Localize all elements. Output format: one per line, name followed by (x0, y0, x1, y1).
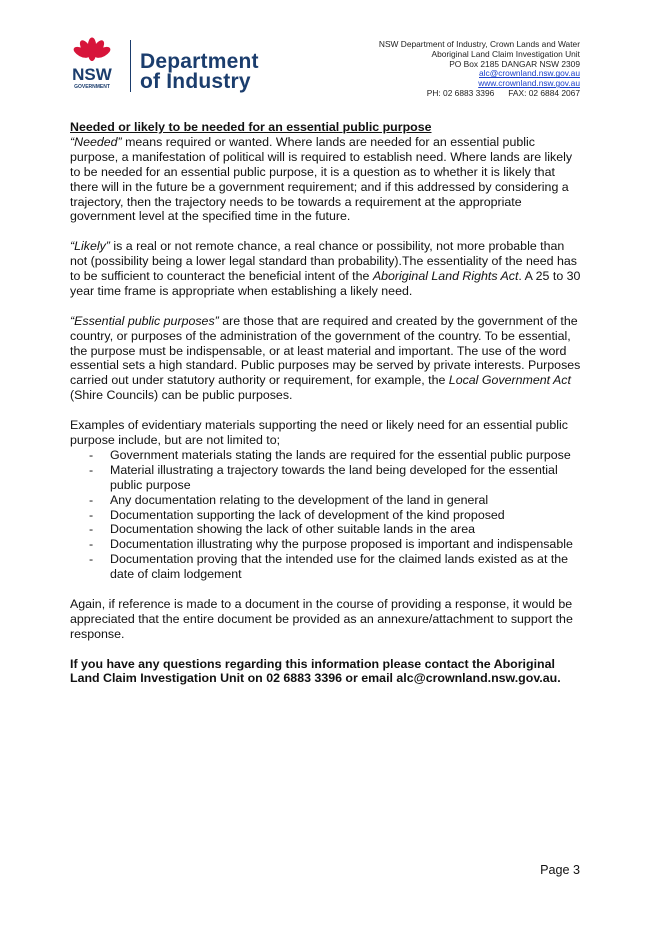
paragraph-essential-public-purposes (70, 314, 582, 403)
section-heading: Needed or likely to be needed for an essential public purpose (70, 120, 432, 134)
contact-unit: Aboriginal Land Claim Investigation Unit (431, 48, 580, 59)
paragraph-likely-text: is a real or not remote chance, a real chance or possibility, not more probable than not (possibility being a lower legal standard than probability).The essentiality of the need has to be sufficient to counteract the beneficial intent of the (70, 239, 577, 284)
term-needed: “Needed” (70, 134, 122, 149)
term-essential-public-purposes: “Essential public purposes” (70, 313, 219, 328)
term-likely: “Likely” (70, 239, 110, 254)
department-name-line2: of Industry (140, 70, 251, 93)
list-item: - Any documentation relating to the development of the land in general (70, 493, 582, 508)
act-name-aboriginal-land-rights: Aboriginal Land Rights Act (372, 269, 519, 284)
list-item: - Documentation illustrating why the purpose proposed is important and indispensable (70, 537, 582, 552)
paragraph-contact-info: If you have any questions regarding this information please contact the Aboriginal Land Claim Investigation Unit on 02 6883 3396 or email alc@crownland.nsw.gov.au. (70, 656, 561, 686)
paragraph-annexure: Again, if reference is made to a document in the course of providing a response, it would be appreciated that the entire document be provided as an annexure/attachment to support the response. (70, 596, 573, 641)
list-item: - Material illustrating a trajectory towards the land being developed for the essential public purpose (70, 463, 582, 493)
list-item: - Documentation supporting the lack of development of the kind proposed (70, 508, 582, 523)
nsw-department-of-industry-logo (62, 36, 262, 96)
paragraph-essential-end: (Shire Councils) can be public purposes. (70, 388, 293, 403)
list-item: - Government materials stating the lands are required for the essential public purpose (70, 448, 582, 463)
paragraph-needed-text: means required or wanted. Where lands are needed for an essential public purpose, a manifestation of political will is required to establish need. Where lands are likely to be needed for an essential public purpose, it is a question as to whether it is likely that there will in the future be a government requirement; and if this addressed by considering a trajectory, then the trajectory needs to be towards a requirement at the appropriate government level at the specified time in the future. (70, 134, 573, 224)
paragraph-essential-text: are those that are required and created by the government of the country, or purposes of the administration of the government of the country. To be essential, the purpose must be indispensable, or at least material and important. The use of the word essential sets a high standard. Public purposes may be served by private interests. Purposes carried out under statutory authority or requirement, for example, the (70, 313, 581, 388)
waratah-logo-icon (62, 36, 122, 96)
contact-address: PO Box 2185 DANGAR NSW 2309 (449, 58, 580, 69)
document-body (70, 120, 582, 701)
contact-website-link[interactable]: www.crownland.nsw.gov.au (478, 78, 580, 89)
contact-block (379, 40, 580, 99)
contact-phone: PH: 02 6883 3396 (426, 87, 495, 98)
department-name (140, 52, 259, 92)
contact-department: NSW Department of Industry, Crown Lands and Water (378, 39, 580, 49)
page-number: Page 3 (540, 863, 580, 877)
paragraph-needed (70, 135, 582, 224)
paragraph-likely (70, 239, 582, 299)
act-name-local-government: Local Government Act (448, 373, 571, 388)
government-wordmark: GOVERNMENT (74, 84, 110, 90)
contact-phone-fax (379, 89, 580, 99)
logo-divider (128, 40, 134, 92)
list-item: - Documentation proving that the intended use for the claimed lands existed as at the date of claim lodgement (70, 552, 582, 582)
nsw-wordmark: NSW (72, 65, 112, 84)
department-name-line1: Department (140, 50, 259, 73)
evidentiary-materials-list (70, 448, 582, 582)
paragraph-examples-intro: Examples of evidentiary materials supporting the need or likely need for an essential public purpose include, but are not limited to; (70, 418, 568, 447)
list-item: - Documentation showing the lack of other suitable lands in the area (70, 522, 582, 537)
paragraph-likely-end: . A 25 to 30 year time frame is appropriate when establishing a likely need. (70, 269, 581, 298)
contact-email-link[interactable]: alc@crownland.nsw.gov.au (479, 68, 580, 79)
contact-fax: FAX: 02 6884 2067 (508, 87, 580, 98)
